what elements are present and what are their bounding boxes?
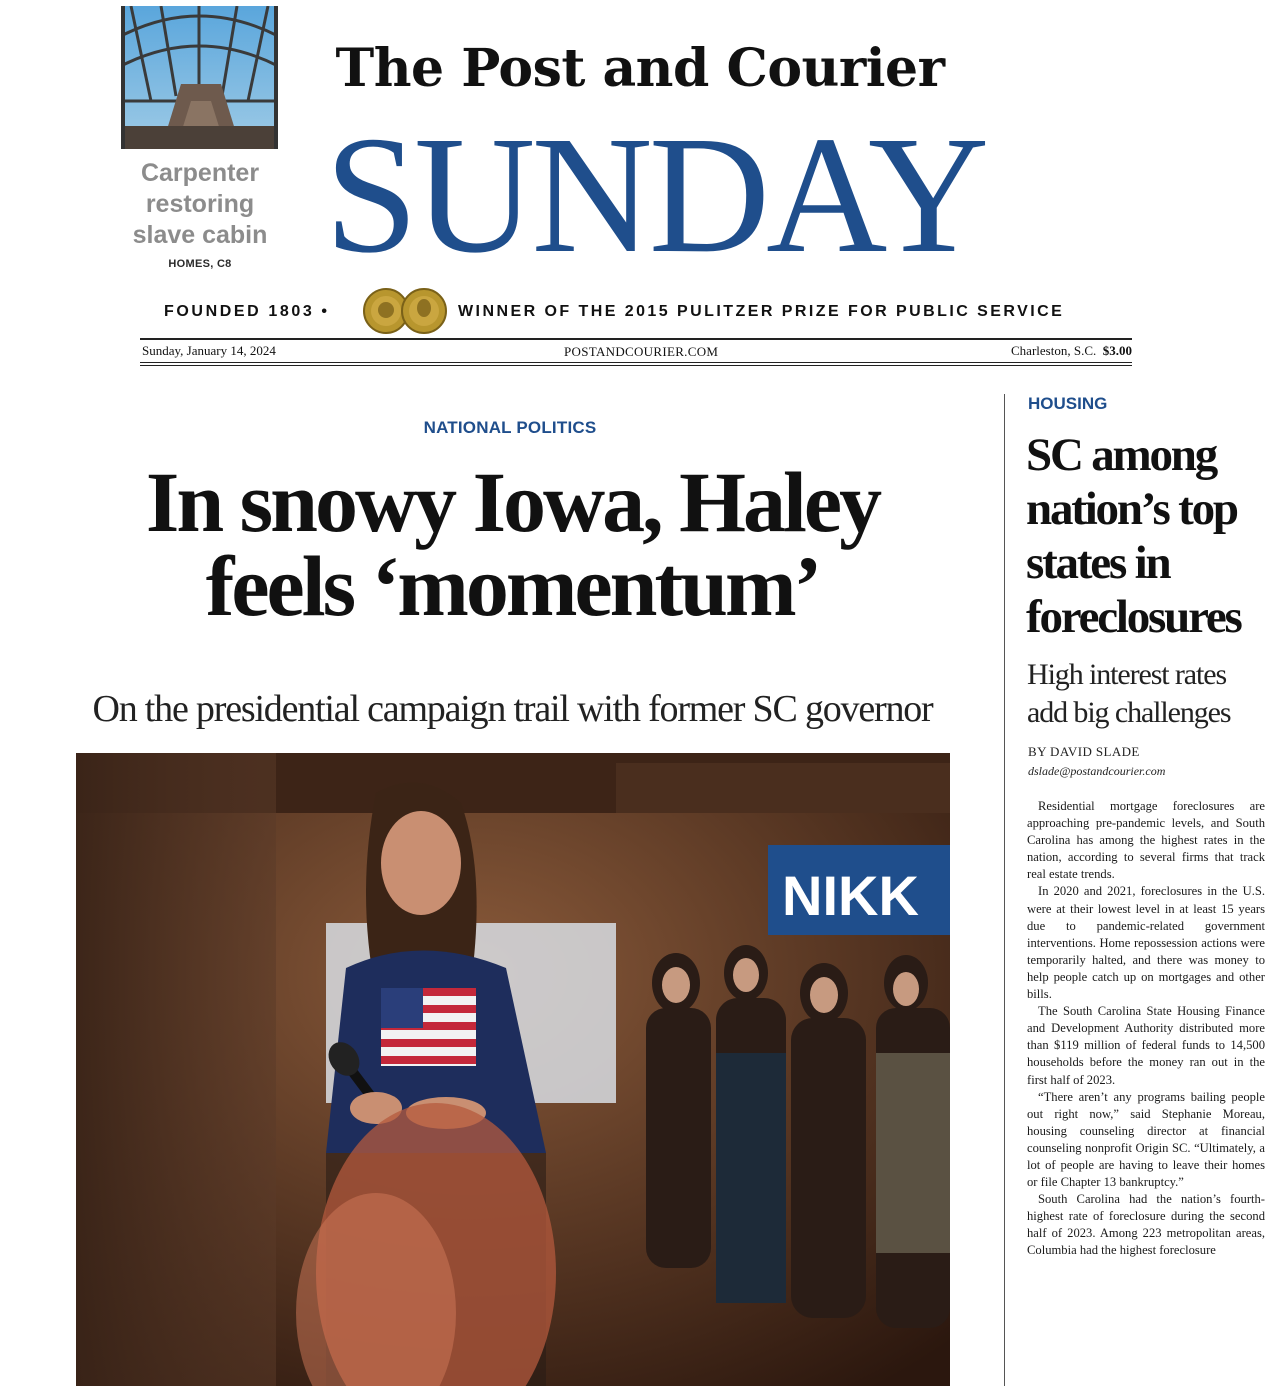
main-story-subhead: On the presidential campaign trail with former SC governor	[92, 688, 933, 730]
location-price	[1011, 343, 1132, 359]
side-deck-line-2: add big challenges	[1027, 696, 1231, 729]
masthead-rule-bottom-2	[140, 365, 1132, 366]
side-story-deck	[1027, 656, 1284, 732]
main-story-kicker: NATIONAL POLITICS	[423, 418, 597, 437]
headline-line-1: In snowy Iowa, Haley	[145, 454, 880, 550]
teaser-headline-line-1[interactable]: Carpenter	[140, 159, 260, 187]
author-email[interactable]: dslade@postandcourier.com	[1028, 764, 1166, 778]
side-headline-line-3: states in	[1026, 537, 1170, 589]
side-deck-line-1: High interest rates	[1027, 658, 1227, 691]
campaign-sign-text: NIKK	[782, 864, 919, 927]
body-paragraph: In 2020 and 2021, foreclosures in the U.S. were at their lowest level in at least 15 years due to pandemic-related government interventions. Home repossession actions were temporarily halted, and there was money to help people catch up on mortgages and other bills.	[1027, 884, 1265, 1002]
campaign-event-image	[76, 753, 950, 1386]
pulitzer-label: WINNER OF THE 2015 PULITZER PRIZE FOR PUBLIC SERVICE	[458, 303, 1065, 320]
website-link[interactable]: POSTANDCOURIER.COM	[564, 344, 719, 359]
issue-price: $3.00	[1102, 343, 1132, 358]
teaser-headline-line-2[interactable]: restoring	[145, 190, 255, 218]
body-paragraph: Residential mortgage foreclosures are approaching pre-pandemic levels, and South Carolina has among the highest rates in the nation, according to several firms that track real estate trends.	[1027, 799, 1265, 882]
side-headline-line-2: nation’s top	[1026, 483, 1237, 535]
teaser-section-label: HOMES, C8	[168, 258, 232, 270]
masthead-rule-bottom-1	[140, 362, 1132, 363]
side-story-kicker: HOUSING	[1028, 394, 1108, 413]
pulitzer-medals-icon	[360, 288, 452, 334]
founded-label: FOUNDED 1803 •	[164, 303, 330, 320]
column-divider	[1004, 394, 1005, 1386]
byline: BY DAVID SLADE	[1028, 744, 1140, 759]
newspaper-name: The Post and Courier	[335, 38, 945, 99]
dateline	[142, 342, 1132, 362]
side-headline-line-4: foreclosures	[1026, 591, 1241, 643]
issue-location: Charleston, S.C.	[1011, 343, 1097, 358]
headline-line-2: feels ‘momentum’	[205, 538, 820, 634]
side-story-headline[interactable]	[1026, 428, 1284, 644]
main-story-headline[interactable]	[60, 454, 965, 634]
teaser-headline-line-3[interactable]: slave cabin	[132, 221, 268, 249]
masthead-rule-top	[140, 338, 1132, 340]
main-story-photo[interactable]	[76, 753, 950, 1386]
edition-title: SUNDAY	[324, 102, 986, 288]
issue-date: Sunday, January 14, 2024	[142, 343, 276, 358]
body-paragraph: South Carolina had the nation’s fourth-highest rate of foreclosure during the second half of 2023. Among 223 metropolitan areas, Columbia had the highest foreclosure	[1027, 1192, 1265, 1258]
greenhouse-roof-image	[121, 6, 278, 149]
teaser-photo[interactable]	[121, 6, 278, 149]
side-story-body	[1027, 798, 1265, 1260]
side-headline-line-1: SC among	[1026, 429, 1217, 481]
body-paragraph: “There aren’t any programs bailing people out right now,” said Stephanie Moreau, housing counseling director at financial counseling nonprofit Origin SC. “Ultimately, a lot of people are having to leave their homes or file Chapter 13 bankruptcy.”	[1027, 1089, 1265, 1190]
body-paragraph: The South Carolina State Housing Finance and Development Authority distributed more than $119 million of federal funds to 14,500 households before the money ran out in the first half of 2023.	[1027, 1004, 1265, 1087]
